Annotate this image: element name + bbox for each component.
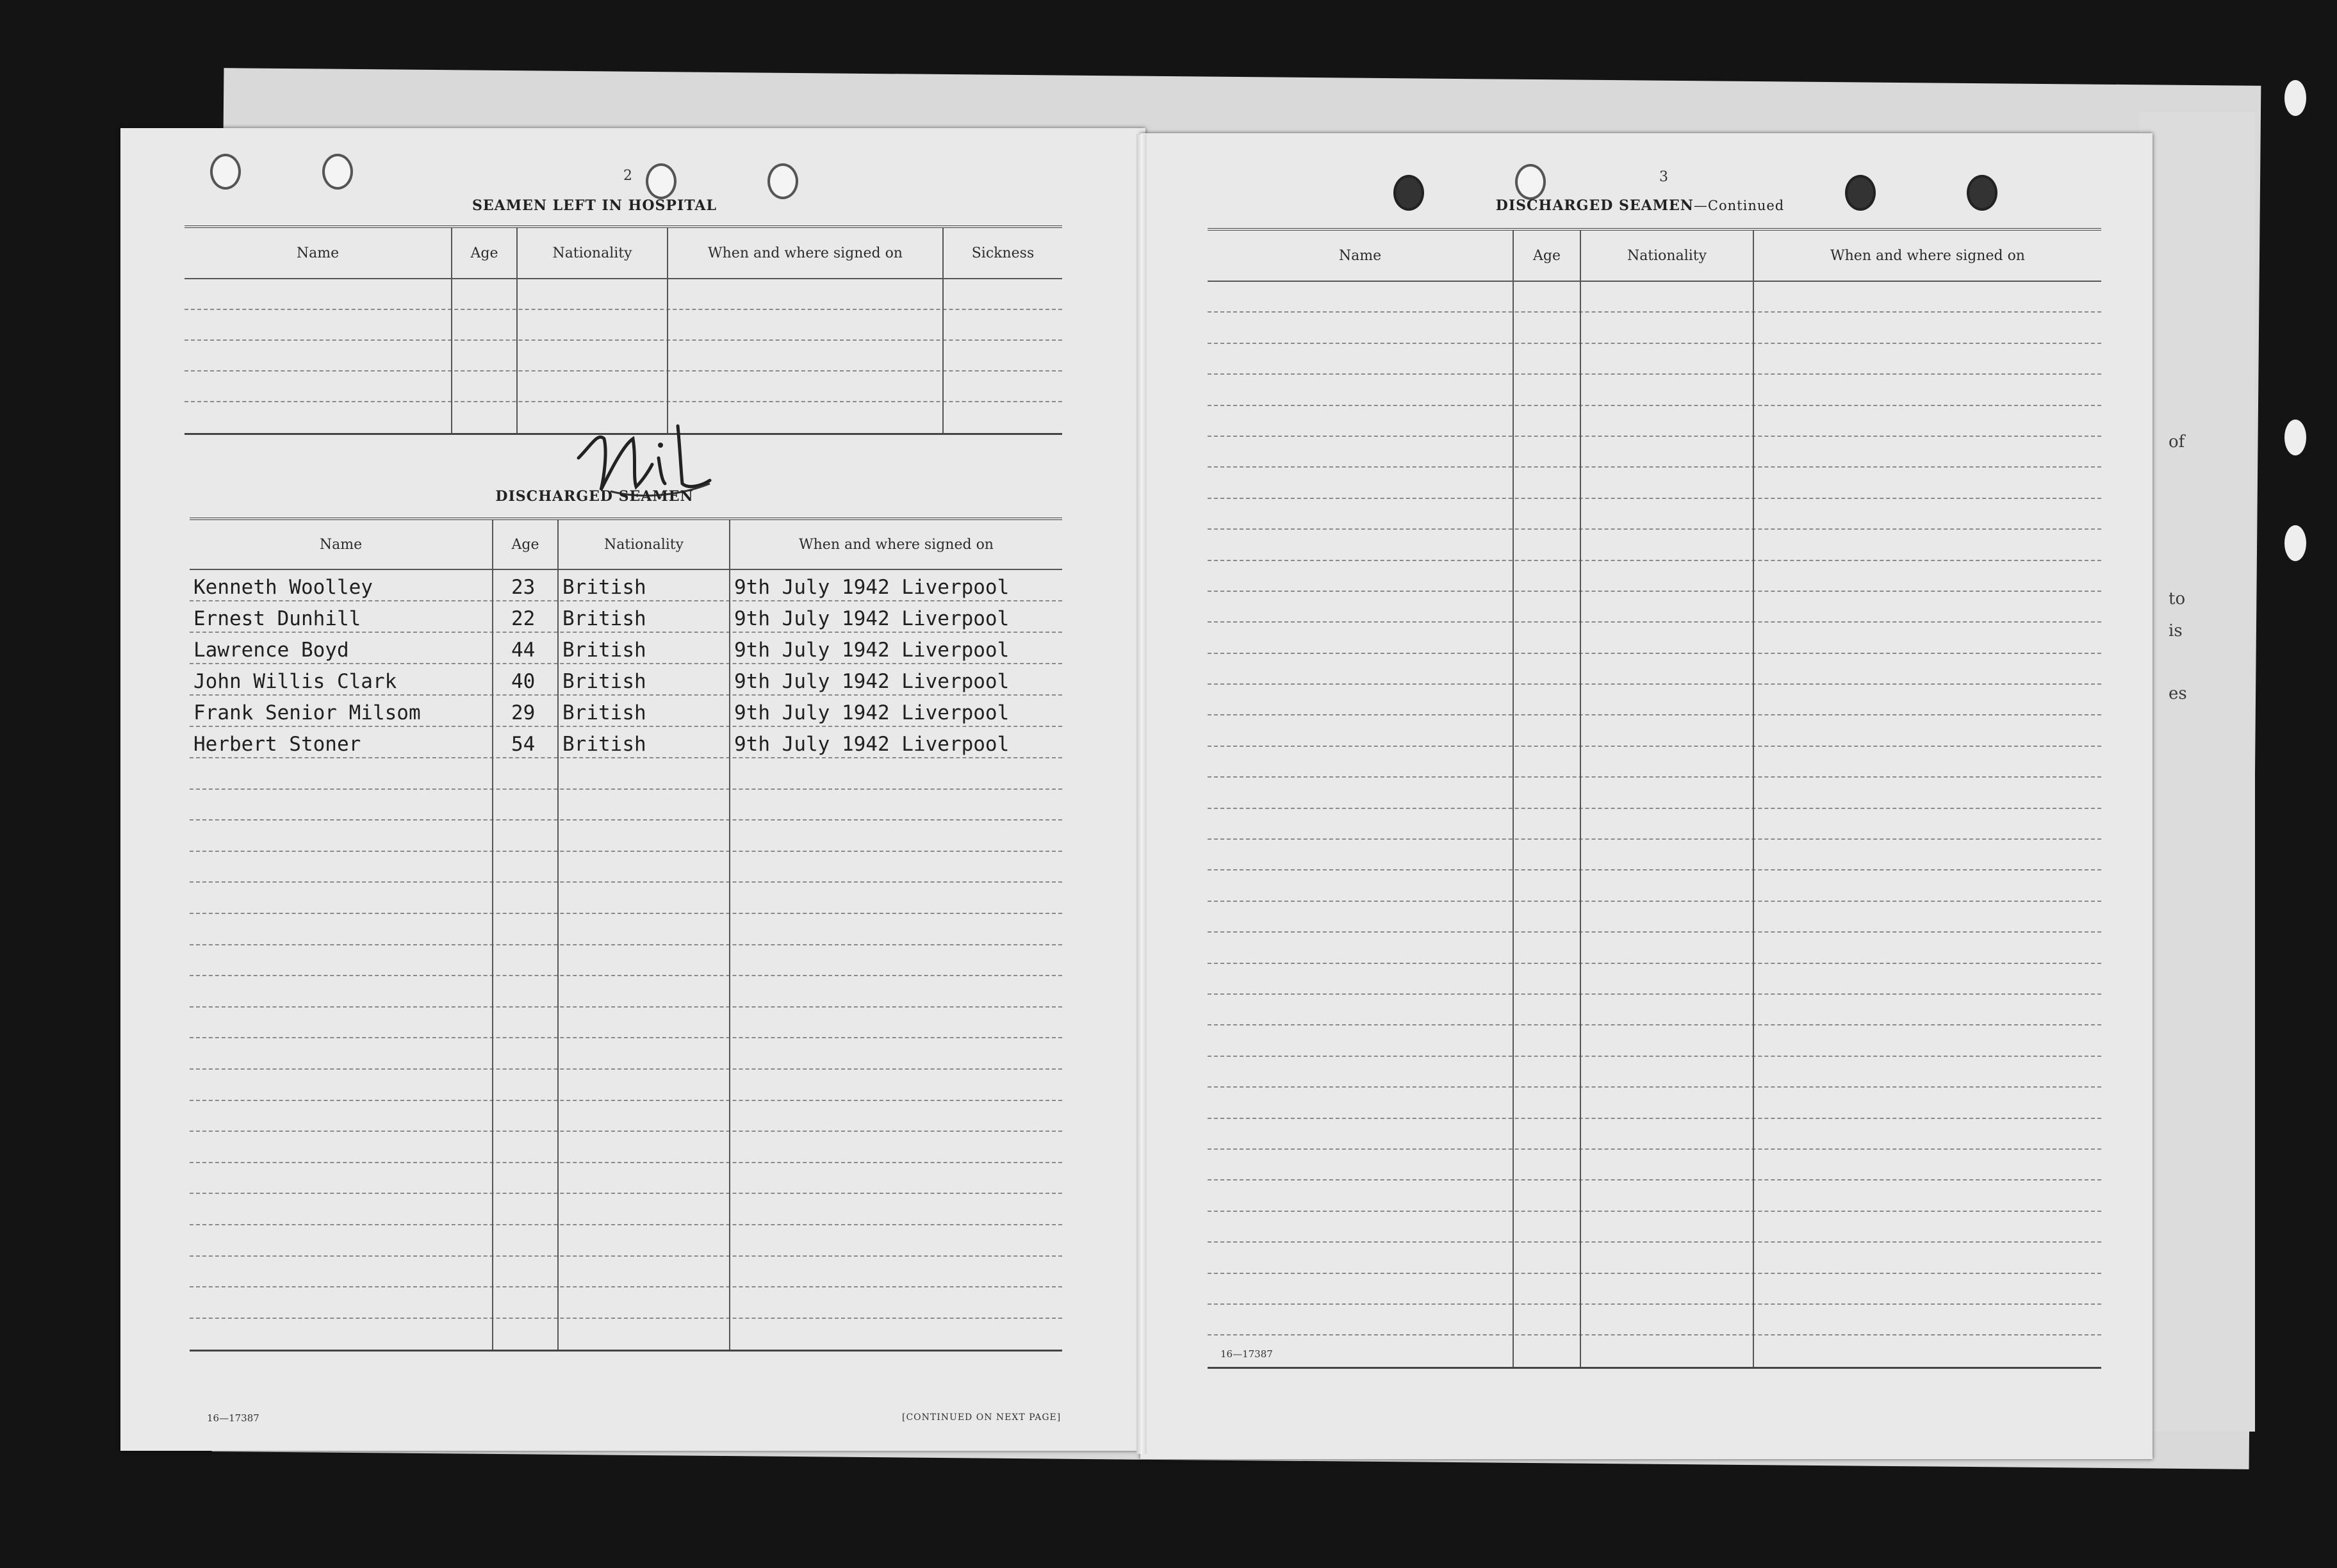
table-row (190, 1225, 1062, 1257)
seaman-name (190, 1257, 493, 1287)
seaman-age (493, 1132, 559, 1162)
table-row (1208, 561, 2101, 592)
seaman-nationality (559, 1101, 730, 1131)
col-header-signed-on: When and where signed on (799, 536, 994, 553)
binder-hole (2284, 525, 2306, 561)
punch-hole (1393, 175, 1424, 211)
table-row (1208, 715, 2101, 746)
table-row (190, 821, 1062, 852)
seaman-age (493, 1008, 559, 1038)
table-row (1208, 406, 2101, 437)
seaman-name: John Willis Clark (193, 670, 397, 693)
left-page (120, 128, 1145, 1451)
seaman-nationality (559, 1225, 730, 1255)
table-row (190, 1194, 1062, 1225)
table-row (190, 1287, 1062, 1319)
table-row (190, 945, 1062, 977)
seaman-name (190, 1038, 493, 1068)
seaman-name (190, 914, 493, 944)
table-row (1208, 840, 2101, 870)
seaman-nationality (559, 1070, 730, 1100)
col-header-age: Age (493, 520, 559, 569)
seaman-name (190, 1163, 493, 1193)
seaman-age (493, 1038, 559, 1068)
seaman-signed-on: 9th July 1942 Liverpool (734, 576, 1010, 599)
back-sheet-fragment: to (2169, 589, 2186, 608)
table-row (1208, 778, 2101, 808)
seaman-age (493, 1257, 559, 1287)
table-row (190, 883, 1062, 914)
seaman-nationality: British (562, 607, 646, 630)
table-row (184, 341, 1062, 372)
seaman-nationality: British (562, 701, 646, 724)
table-row (1208, 437, 2101, 468)
seaman-age (493, 1287, 559, 1318)
seaman-age: 54 (511, 733, 536, 756)
punch-hole (1515, 164, 1546, 200)
seaman-name (190, 1070, 493, 1100)
table-row (1208, 870, 2101, 901)
binder-hole (2284, 420, 2306, 455)
col-header-signed-on: When and where signed on (1830, 247, 2025, 264)
seaman-signed-on: 9th July 1942 Liverpool (734, 607, 1010, 630)
seaman-name (190, 758, 493, 788)
col-header-name: Name (190, 520, 493, 569)
seaman-name (190, 1194, 493, 1224)
table-row (184, 279, 1062, 310)
table-row (190, 1038, 1062, 1070)
seaman-name (190, 945, 493, 976)
table-row (1208, 1057, 2101, 1088)
seaman-nationality: British (562, 670, 646, 693)
seaman-nationality (559, 1194, 730, 1224)
seaman-name: Frank Senior Milsom (193, 701, 421, 724)
punch-hole (767, 163, 798, 199)
table-row (190, 1101, 1062, 1132)
seaman-age (493, 852, 559, 882)
col-header-nationality: Nationality (559, 520, 730, 569)
seaman-signed-on (730, 883, 1062, 913)
seaman-age (493, 1319, 559, 1350)
table-row (1208, 809, 2101, 840)
seaman-age (493, 1070, 559, 1100)
col-header-age: Age (452, 228, 518, 278)
discharged-continued-body (1208, 282, 2101, 1367)
title-suffix: —Continued (1693, 198, 1785, 213)
punch-hole (322, 154, 353, 190)
seaman-age: 29 (511, 701, 536, 724)
seaman-signed-on: 9th July 1942 Liverpool (734, 701, 1010, 724)
hospital-table-body (184, 279, 1062, 433)
table-row (190, 633, 1062, 664)
page-fold (1136, 135, 1147, 1454)
table-row (190, 696, 1062, 727)
table-row (190, 727, 1062, 758)
col-header-age: Age (1514, 231, 1581, 281)
table-row (190, 601, 1062, 633)
seaman-age: 44 (511, 639, 536, 662)
seaman-nationality: British (562, 639, 646, 662)
discharged-table (190, 518, 1062, 1352)
seaman-name (190, 976, 493, 1006)
discharged-continued-title (1448, 197, 1832, 214)
table-row (190, 976, 1062, 1008)
seaman-nationality (559, 1038, 730, 1068)
hospital-section-title: SEAMEN LEFT IN HOSPITAL (472, 197, 717, 214)
discharged-table-body (190, 570, 1062, 1350)
table-row (190, 758, 1062, 790)
title-main: DISCHARGED SEAMEN (1495, 197, 1694, 214)
table-row (190, 1163, 1062, 1195)
seaman-nationality (559, 1163, 730, 1193)
punch-hole (646, 163, 676, 199)
continued-note: [CONTINUED ON NEXT PAGE] (902, 1412, 1062, 1423)
table-row (1208, 1212, 2101, 1243)
seaman-age (493, 758, 559, 788)
seaman-name (190, 1132, 493, 1162)
table-row (1208, 1025, 2101, 1056)
table-row (190, 570, 1062, 601)
seaman-nationality: British (562, 576, 646, 599)
seaman-signed-on (730, 1132, 1062, 1162)
punch-hole (210, 154, 241, 190)
table-row (190, 1132, 1062, 1163)
table-row (190, 1319, 1062, 1350)
col-header-sickness: Sickness (971, 245, 1035, 261)
seaman-nationality (559, 821, 730, 851)
seaman-name (190, 852, 493, 882)
seaman-nationality (559, 1319, 730, 1350)
seaman-age (493, 883, 559, 913)
table-row (1208, 592, 2101, 623)
table-row (1208, 685, 2101, 715)
seaman-nationality (559, 1008, 730, 1038)
seaman-age (493, 1163, 559, 1193)
seaman-signed-on (730, 1070, 1062, 1100)
seaman-signed-on (730, 821, 1062, 851)
seaman-signed-on (730, 758, 1062, 788)
table-row (190, 1070, 1062, 1101)
seaman-age (493, 914, 559, 944)
table-row (1208, 964, 2101, 995)
seaman-signed-on (730, 1008, 1062, 1038)
discharged-section-title: DISCHARGED SEAMEN (495, 488, 694, 505)
seaman-signed-on (730, 1287, 1062, 1318)
table-row (1208, 902, 2101, 933)
table-row (1208, 313, 2101, 343)
table-row (1208, 747, 2101, 778)
seaman-age: 40 (511, 670, 536, 693)
table-row (1208, 995, 2101, 1025)
seaman-age (493, 1101, 559, 1131)
back-sheet-fragment: of (2169, 432, 2185, 452)
page-number: 2 (623, 168, 632, 184)
table-row (190, 664, 1062, 696)
seaman-signed-on (730, 1319, 1062, 1350)
seaman-name: Herbert Stoner (193, 733, 361, 756)
back-sheet-fragment: es (2169, 684, 2187, 703)
back-sheet-fragment: is (2169, 621, 2183, 641)
seaman-nationality (559, 1287, 730, 1318)
seaman-age (493, 1225, 559, 1255)
seaman-nationality (559, 883, 730, 913)
table-row (184, 372, 1062, 402)
seaman-signed-on (730, 1257, 1062, 1287)
seaman-age (493, 1194, 559, 1224)
seaman-name (190, 1101, 493, 1131)
seaman-name (190, 821, 493, 851)
seaman-nationality: British (562, 733, 646, 756)
seaman-signed-on (730, 976, 1062, 1006)
seaman-nationality (559, 790, 730, 820)
seaman-age (493, 945, 559, 976)
seaman-nationality (559, 852, 730, 882)
table-row (1208, 344, 2101, 375)
table-row (1208, 933, 2101, 963)
seaman-signed-on (730, 1225, 1062, 1255)
seaman-name (190, 883, 493, 913)
seaman-name: Ernest Dunhill (193, 607, 361, 630)
table-row (190, 790, 1062, 821)
punch-hole (1967, 175, 1997, 211)
seaman-signed-on (730, 914, 1062, 944)
page-number: 3 (1659, 169, 1668, 185)
seaman-nationality (559, 1132, 730, 1162)
seaman-signed-on (730, 1038, 1062, 1068)
form-code: 16—17387 (1220, 1348, 1273, 1360)
seaman-name (190, 1287, 493, 1318)
table-row (1208, 1305, 2101, 1335)
seaman-name: Kenneth Woolley (193, 576, 373, 599)
seaman-signed-on (730, 852, 1062, 882)
right-page (1140, 133, 2152, 1459)
seaman-nationality (559, 914, 730, 944)
seaman-name (190, 1008, 493, 1038)
seaman-signed-on (730, 790, 1062, 820)
table-row (184, 310, 1062, 341)
seaman-age: 22 (511, 607, 536, 630)
punch-hole (1845, 175, 1876, 211)
table-row (1208, 1274, 2101, 1305)
table-row (1208, 530, 2101, 560)
table-row (190, 914, 1062, 945)
form-code: 16—17387 (207, 1412, 259, 1424)
col-header-nationality: Nationality (1581, 231, 1754, 281)
table-row (1208, 1243, 2101, 1273)
table-row (190, 1008, 1062, 1039)
col-header-name: Name (184, 228, 452, 278)
table-row (1208, 1180, 2101, 1211)
seaman-age (493, 976, 559, 1006)
seaman-age: 23 (511, 576, 536, 599)
seaman-signed-on (730, 1194, 1062, 1224)
seaman-name (190, 1319, 493, 1350)
seaman-signed-on: 9th July 1942 Liverpool (734, 733, 1010, 756)
seaman-name (190, 1225, 493, 1255)
seaman-signed-on (730, 1101, 1062, 1131)
table-row (1208, 1335, 2101, 1366)
table-row (1208, 499, 2101, 530)
table-row (190, 852, 1062, 883)
table-row (1208, 1088, 2101, 1118)
hospital-table (184, 225, 1062, 435)
back-sheet-edge (2140, 112, 2255, 1432)
binder-hole (2284, 80, 2306, 116)
table-row (1208, 375, 2101, 405)
col-header-nationality: Nationality (518, 228, 668, 278)
discharged-continued-table (1208, 228, 2101, 1369)
seaman-signed-on (730, 945, 1062, 976)
table-row (1208, 1119, 2101, 1150)
col-header-name: Name (1208, 231, 1514, 281)
seaman-name: Lawrence Boyd (193, 639, 349, 662)
seaman-age (493, 790, 559, 820)
seaman-signed-on: 9th July 1942 Liverpool (734, 639, 1010, 662)
seaman-nationality (559, 945, 730, 976)
table-row (1208, 654, 2101, 685)
table-row (1208, 1150, 2101, 1180)
table-row (1208, 282, 2101, 313)
table-row (1208, 623, 2101, 653)
table-row (1208, 468, 2101, 498)
seaman-nationality (559, 1257, 730, 1287)
seaman-name (190, 790, 493, 820)
seaman-nationality (559, 758, 730, 788)
seaman-signed-on: 9th July 1942 Liverpool (734, 670, 1010, 693)
table-row (190, 1257, 1062, 1288)
seaman-signed-on (730, 1163, 1062, 1193)
col-header-signed-on: When and where signed on (668, 228, 944, 278)
seaman-nationality (559, 976, 730, 1006)
seaman-age (493, 821, 559, 851)
